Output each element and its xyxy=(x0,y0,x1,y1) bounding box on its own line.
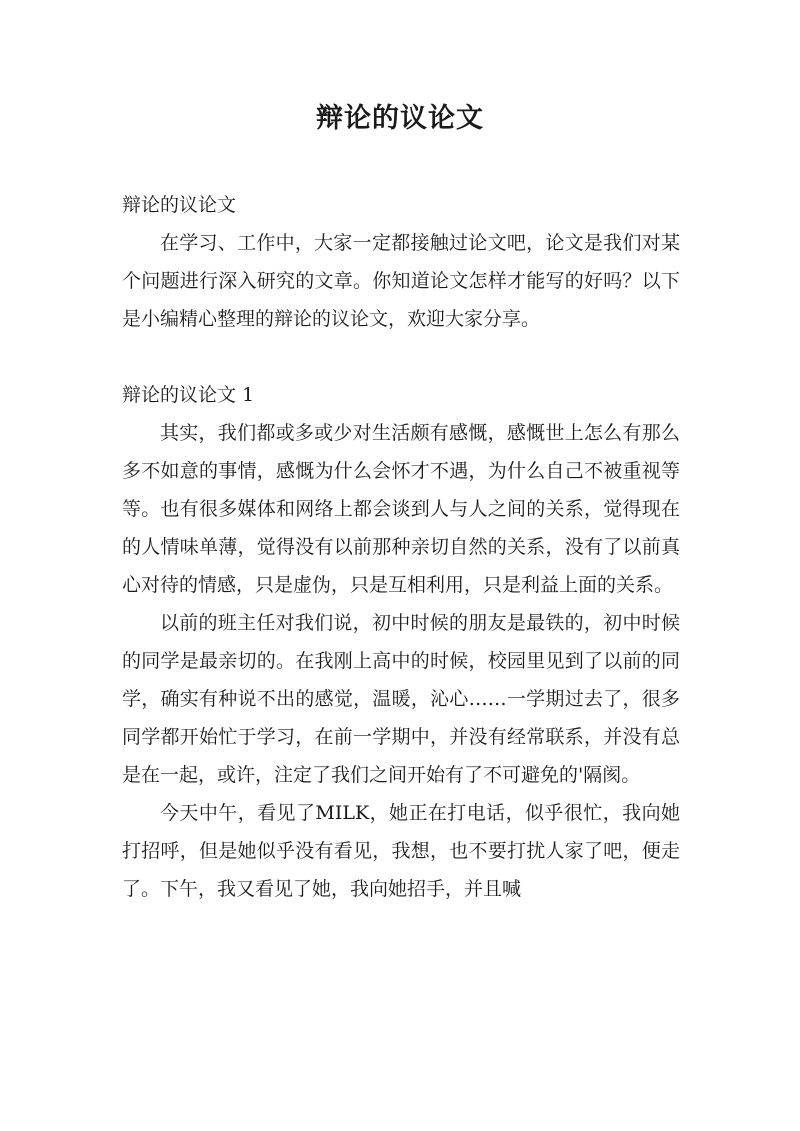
section-spacer xyxy=(122,338,680,376)
body-paragraph: 今天中午，看见了MILK，她正在打电话，似乎很忙，我向她打招呼，但是她似乎没有看见，我想，也不要打扰人家了吧，便走了。下午，我又看见了她，我向她招手，并且喊 xyxy=(122,802,680,900)
intro-heading: 辩论的议论文 xyxy=(122,194,237,216)
body-paragraph: 其实，我们都或多或少对生活颇有感慨，感慨世上怎么有那么多不如意的事情，感慨为什么会怀才不遇，为什么自己不被重视等等。也有很多媒体和网络上都会谈到人与人之间的关系，觉得现在的人情味单薄，觉得没有以前那种亲切自然的关系，没有了以前真心对待的情感，只是虚伪，只是互相利用，只是利益上面的关系。 xyxy=(122,422,680,596)
intro-paragraph: 在学习、工作中，大家一定都接触过论文吧，论文是我们对某个问题进行深入研究的文章。你知道论文怎样才能写的好吗？以下是小编精心整理的辩论的议论文，欢迎大家分享。 xyxy=(122,232,680,330)
document-title: 辩论的议论文 xyxy=(316,103,484,134)
body-paragraph: 以前的班主任对我们说，初中时候的朋友是最铁的，初中时候的同学是最亲切的。在我刚上高中的时候，校园里见到了以前的同学，确实有种说不出的感觉，温暖，沁心……一学期过去了，很多同学都开始忙于学习，在前一学期中，并没有经常联系，并没有总是在一起，或许，注定了我们之间开始有了不可避免的'隔阂。 xyxy=(122,612,680,786)
section-heading: 辩论的议论文 1 xyxy=(122,384,255,406)
document-body xyxy=(122,186,680,908)
